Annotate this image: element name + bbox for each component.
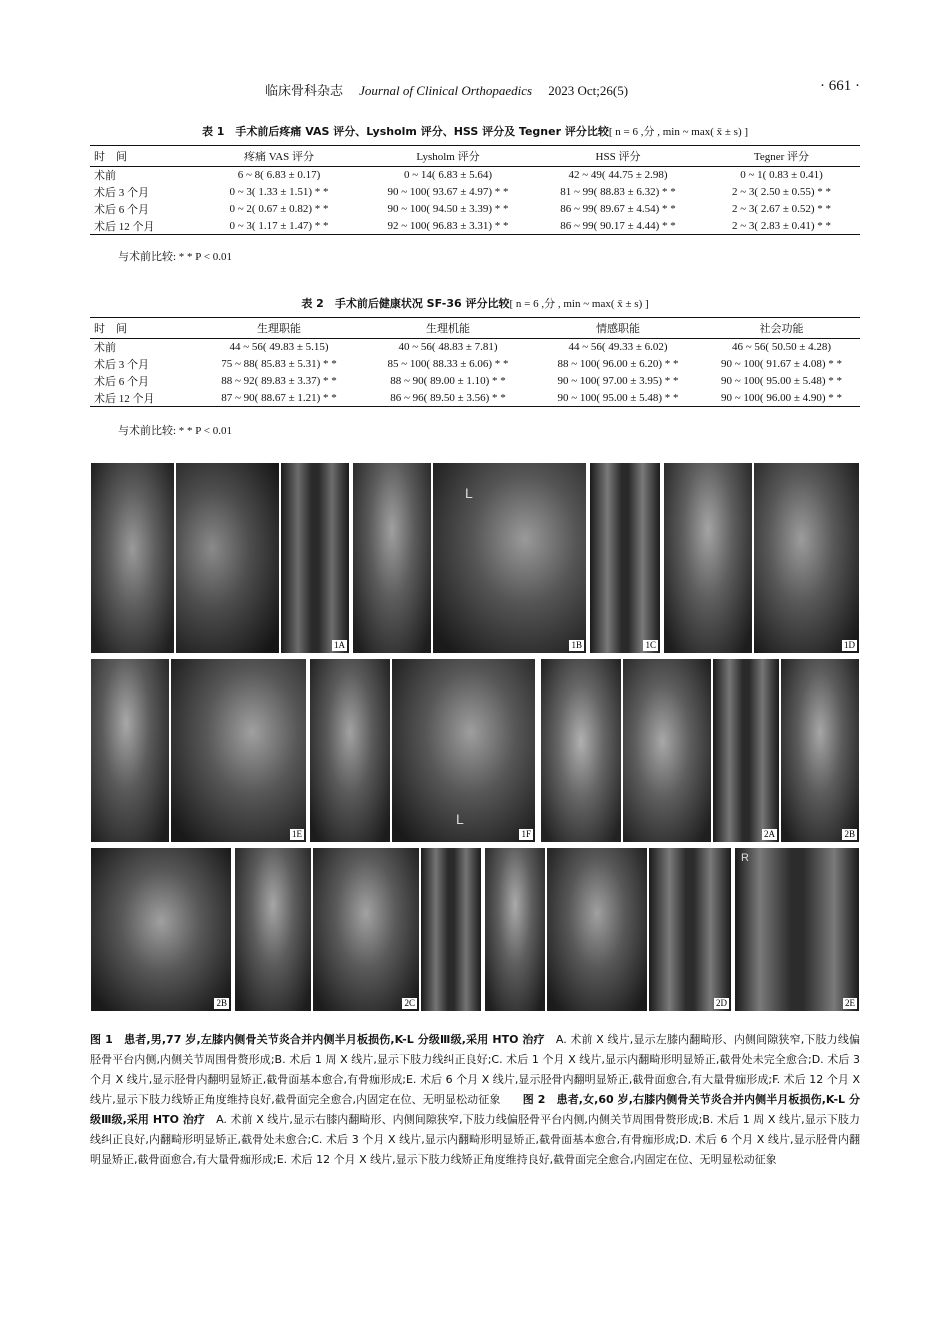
table-row	[90, 373, 860, 390]
table-cell: 86 ~ 96( 89.50 ± 3.56) * *	[363, 390, 533, 407]
table-header-row	[90, 146, 860, 167]
table-cell: 术后 3 个月	[94, 187, 149, 199]
table-cell: 0 ~ 3( 1.17 ± 1.47) * *	[195, 218, 363, 235]
table-cell: 术后 12 个月	[90, 218, 195, 235]
column-header: HSS 评分	[533, 146, 703, 167]
table-cell: 90 ~ 100( 97.00 ± 3.95) * *	[557, 375, 679, 387]
table-cell: 0 ~ 1( 0.83 ± 0.41)	[740, 169, 823, 182]
xray-image	[712, 658, 780, 843]
table-cell: 0 ~ 2( 0.67 ± 0.82) * *	[229, 203, 329, 215]
running-header	[90, 78, 860, 100]
table-cell: 46 ~ 56( 50.50 ± 4.28)	[731, 341, 832, 354]
table2-footnote: 与术前比较: * * P < 0.01	[118, 425, 232, 437]
figure-label: 2C	[404, 998, 415, 1008]
column-header: Lysholm 评分	[363, 146, 533, 167]
table-row	[90, 201, 860, 218]
journal-name-cn: 临床骨科杂志	[265, 84, 344, 99]
column-header: 疼痛 VAS 评分	[195, 146, 363, 167]
table-cell: 90 ~ 100( 93.67 ± 4.97) * *	[387, 186, 509, 198]
fig2-caption-text: A. 术前 X 线片,显示右膝内翻畸形、内侧间隙狭窄,下肢力线偏胫骨平台内侧,内侧关节周围骨赘形成;B. 术后 1 周 X 线片,显示下肢力线纠正良好,内翻畸形明显矫正,截骨处未愈合;C. 术后 3 个月 X 线片,显示内翻畸形明显矫正,截骨面基本愈合,有骨痂形成;D. 术后 6 个月 X 线片,显示胫骨内翻明显矫正,截骨面愈合,有大量骨痂形成;E. 术后 12 个月 X 线片,显示下肢力线矫正角度维持良好,截骨面完全愈合,内固定在位、无明显松动征象	[90, 1113, 861, 1166]
xray-image	[352, 462, 432, 654]
column-header: 生理职能	[195, 318, 363, 339]
figure-label: 1E	[292, 829, 302, 839]
journal-name-en: Journal of Clinical Orthopaedics	[359, 83, 533, 98]
table2-caption	[90, 295, 860, 311]
figure-label: 2E	[845, 998, 855, 1008]
table-cell: 2 ~ 3( 2.67 ± 0.52) * *	[731, 203, 832, 215]
table-cell: 90 ~ 100( 91.67 ± 4.08) * *	[720, 358, 843, 370]
xray-image	[170, 658, 307, 843]
xray-image	[280, 462, 350, 654]
table-cell: 0 ~ 3( 1.33 ± 1.51) * *	[229, 186, 329, 198]
table-cell: 88 ~ 92( 89.83 ± 3.37) * *	[221, 375, 337, 387]
figure-label: 1C	[645, 640, 656, 650]
table-cell: 术后 12 个月	[90, 390, 195, 407]
table-cell: 术后 3 个月	[94, 359, 149, 371]
figure-label: 1A	[334, 640, 345, 650]
column-header: Tegner 评分	[703, 146, 860, 167]
table-cell: 0 ~ 14( 6.83 ± 5.64)	[403, 169, 493, 182]
xray-image	[420, 847, 482, 1012]
xray-image	[734, 847, 860, 1012]
xray-image	[546, 847, 648, 1012]
table1-footnote: 与术前比较: * * P < 0.01	[118, 251, 232, 263]
xray-image	[753, 462, 860, 654]
table1-caption	[90, 123, 860, 139]
figure-caption	[90, 1030, 860, 1170]
figure-label: 2B	[844, 829, 855, 839]
table-cell: 88 ~ 100( 96.00 ± 6.20) * *	[557, 358, 679, 370]
table-cell: 86 ~ 99( 90.17 ± 4.44) * *	[533, 218, 703, 235]
xray-image	[432, 462, 587, 654]
page-number: · 661 ·	[820, 78, 860, 94]
table-row	[90, 356, 860, 373]
xray-image	[90, 658, 170, 843]
table-header-row	[90, 318, 860, 339]
table-cell: 44 ~ 56( 49.33 ± 6.02)	[568, 341, 668, 354]
figure-label: 1D	[844, 640, 855, 650]
xray-image	[309, 658, 391, 843]
table1-caption-note: [ n = 6 ,分 , min ~ max( x̄ ± s) ]	[608, 126, 749, 138]
table2-caption-note: [ n = 6 ,分 , min ~ max( x̄ ± s) ]	[509, 298, 649, 310]
column-header: 时 间	[90, 318, 195, 339]
table-row	[90, 339, 860, 356]
figure-label: 2B	[216, 998, 227, 1008]
table-cell: 90 ~ 100( 94.50 ± 3.39) * *	[387, 203, 509, 215]
xray-image	[622, 658, 712, 843]
figure-label: 1F	[521, 829, 531, 839]
column-header: 时 间	[90, 146, 195, 167]
figure-label: 2D	[716, 998, 727, 1008]
xray-image	[484, 847, 546, 1012]
side-marker: R	[741, 852, 749, 864]
table-cell: 88 ~ 90( 89.00 ± 1.10) * *	[390, 375, 506, 387]
table-cell: 术后 6 个月	[94, 204, 149, 216]
xray-image	[175, 462, 280, 654]
xray-image	[648, 847, 732, 1012]
table-cell: 术后 6 个月	[94, 376, 149, 388]
xray-image	[589, 462, 661, 654]
side-marker: L	[465, 485, 473, 501]
table-row	[90, 390, 860, 407]
table-cell: 术前	[94, 342, 116, 355]
column-header: 生理机能	[363, 318, 533, 339]
xray-image	[90, 847, 232, 1012]
xray-image	[312, 847, 420, 1012]
table-cell: 90 ~ 100( 96.00 ± 4.90) * *	[703, 390, 860, 407]
figure-label: 2A	[764, 829, 775, 839]
xray-image	[540, 658, 622, 843]
table-cell: 2 ~ 3( 2.50 ± 0.55) * *	[731, 186, 832, 198]
table-cell: 2 ~ 3( 2.83 ± 0.41) * *	[703, 218, 860, 235]
table-cell: 42 ~ 49( 44.75 ± 2.98)	[568, 169, 668, 182]
fig1-caption-text: A. 术前 X 线片,显示左膝内翻畸形、内侧间隙狭窄,下肢力线偏胫骨平台内侧,内侧关节周围骨赘形成;B. 术后 1 周 X 线片,显示下肢力线纠正良好;C. 术后 1 个月 X 线片,显示内翻畸形明显矫正,截骨处未完全愈合;D. 术后 3 个月 X 线片,显示胫骨内翻明显矫正,截骨面基本愈合,有骨痂形成;E. 术后 6 个月 X 线片,显示胫骨内翻明显矫正,截骨面愈合,有大量骨痂形成;F. 术后 12 个月 X 线片,显示下肢力线矫正角度维持良好,截骨面完全愈合,内固定在位、无明显松动征象	[90, 1033, 860, 1106]
column-header: 社会功能	[703, 318, 860, 339]
table2	[90, 317, 860, 407]
figure-label: 1B	[571, 640, 582, 650]
table-row	[90, 167, 860, 184]
table-cell: 90 ~ 100( 95.00 ± 5.48) * *	[533, 390, 703, 407]
table-cell: 术前	[94, 170, 116, 183]
table-cell: 75 ~ 88( 85.83 ± 5.31) * *	[221, 358, 337, 370]
fig1-caption-title: 图 1 患者,男,77 岁,左膝内侧骨关节炎合并内侧半月板损伤,K-L 分级Ⅲ级,采用 HTO 治疗	[90, 1033, 545, 1046]
table-cell: 6 ~ 8( 6.83 ± 0.17)	[237, 169, 321, 182]
xray-image	[663, 462, 753, 654]
table1	[90, 145, 860, 235]
table1-title: 表 1 手术前后疼痛 VAS 评分、Lysholm 评分、HSS 评分及 Tegner 评分比较	[201, 125, 609, 138]
table-cell: 85 ~ 100( 88.33 ± 6.06) * *	[387, 358, 509, 370]
table-cell: 81 ~ 99( 88.83 ± 6.32) * *	[560, 186, 676, 198]
table-cell: 92 ~ 100( 96.83 ± 3.31) * *	[363, 218, 533, 235]
table-cell: 86 ~ 99( 89.67 ± 4.54) * *	[560, 203, 676, 215]
xray-image	[90, 462, 175, 654]
table2-title: 表 2 手术前后健康状况 SF-36 评分比较	[301, 297, 510, 310]
table-row	[90, 218, 860, 235]
table-cell: 87 ~ 90( 88.67 ± 1.21) * *	[195, 390, 363, 407]
fig2-caption-title: 图 2 患者,女,60 岁,右膝内侧骨关节炎合并内侧半月板损伤,K-L 分级Ⅲ级,采用 HTO 治疗	[90, 1093, 860, 1126]
xray-image	[391, 658, 536, 843]
table-cell: 44 ~ 56( 49.83 ± 5.15)	[229, 341, 329, 354]
column-header: 情感职能	[533, 318, 703, 339]
table-cell: 90 ~ 100( 95.00 ± 5.48) * *	[720, 375, 843, 387]
side-marker: L	[456, 811, 464, 827]
table-row	[90, 184, 860, 201]
xray-image	[780, 658, 860, 843]
table-cell: 40 ~ 56( 48.83 ± 7.81)	[398, 341, 498, 354]
journal-line	[265, 80, 628, 99]
xray-image	[234, 847, 312, 1012]
issue-date: 2023 Oct;26(5)	[548, 83, 629, 98]
